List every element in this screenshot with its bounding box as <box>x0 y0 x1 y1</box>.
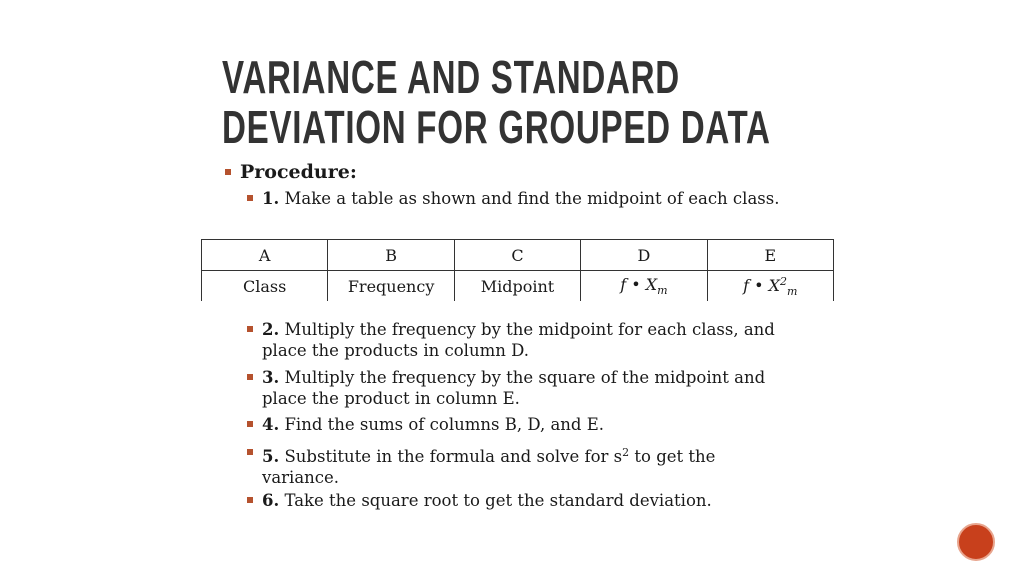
step-body: Take the square root to get the standard deviation. <box>279 491 712 510</box>
square-bullet-icon <box>247 326 253 332</box>
slide-title <box>222 51 771 153</box>
formula-x: X <box>768 275 781 295</box>
formula-subscript: m <box>657 284 668 297</box>
step-body: Multiply the frequency by the midpoint for each class, and place the products in column D. <box>262 320 775 360</box>
table-cell: B <box>328 240 454 271</box>
step-number: 1. <box>262 189 280 208</box>
step-body-continued: to get the variance. <box>262 447 716 487</box>
step-number: 3. <box>262 368 280 387</box>
square-bullet-icon <box>247 374 253 380</box>
step-body: Make a table as shown and find the midpoint of each class. <box>279 189 780 208</box>
table-cell-formula-e <box>707 271 833 302</box>
step-body: Substitute in the formula and solve for s <box>279 447 623 466</box>
table-label-row <box>202 271 834 302</box>
formula-f: f <box>743 275 750 295</box>
formula-superscript: 2 <box>780 274 788 288</box>
square-bullet-icon <box>247 421 253 427</box>
step-5 <box>247 442 787 488</box>
procedure-heading <box>225 161 357 183</box>
step-body: Find the sums of columns B, D, and E. <box>279 415 605 434</box>
step-number: 2. <box>262 320 280 339</box>
square-bullet-icon <box>247 449 253 455</box>
formula-dot: • <box>626 275 646 294</box>
table-cell: C <box>454 240 580 271</box>
step-5-text <box>262 442 787 488</box>
step-4 <box>247 414 787 435</box>
step-number: 6. <box>262 491 280 510</box>
table-cell: Frequency <box>328 271 454 302</box>
step-2 <box>247 319 787 361</box>
step-number: 4. <box>262 415 280 434</box>
step-1 <box>247 188 787 209</box>
table-cell: E <box>707 240 833 271</box>
step-2-text <box>262 319 787 361</box>
step-4-text <box>262 414 604 435</box>
step-1-text <box>262 188 779 209</box>
square-bullet-icon <box>225 169 231 175</box>
step-body: Multiply the frequency by the square of the midpoint and place the product in column E. <box>262 368 766 408</box>
table-cell-formula-d <box>581 271 707 302</box>
title-line-2: DEVIATION FOR GROUPED DATA <box>222 101 771 153</box>
step-3-text <box>262 367 787 409</box>
step-6-text <box>262 490 712 511</box>
formula-subscript: m <box>787 284 798 298</box>
step-6 <box>247 490 787 511</box>
table-cell: A <box>202 240 328 271</box>
table-cell: Class <box>202 271 328 302</box>
square-bullet-icon <box>247 195 253 201</box>
table-header-row <box>202 240 834 271</box>
formula-x: X <box>645 275 658 294</box>
title-line-1: VARIANCE AND STANDARD <box>222 51 680 103</box>
square-bullet-icon <box>247 497 253 503</box>
formula-dot: • <box>749 275 769 295</box>
slide-number-badge <box>957 523 995 561</box>
procedure-label: Procedure: <box>240 161 357 183</box>
table-cell: D <box>581 240 707 271</box>
formula-f: f <box>620 275 627 294</box>
step-superscript: 2 <box>622 446 630 459</box>
table-cell: Midpoint <box>454 271 580 302</box>
step-number: 5. <box>262 447 280 466</box>
procedure-table <box>201 239 834 301</box>
step-3 <box>247 367 787 409</box>
